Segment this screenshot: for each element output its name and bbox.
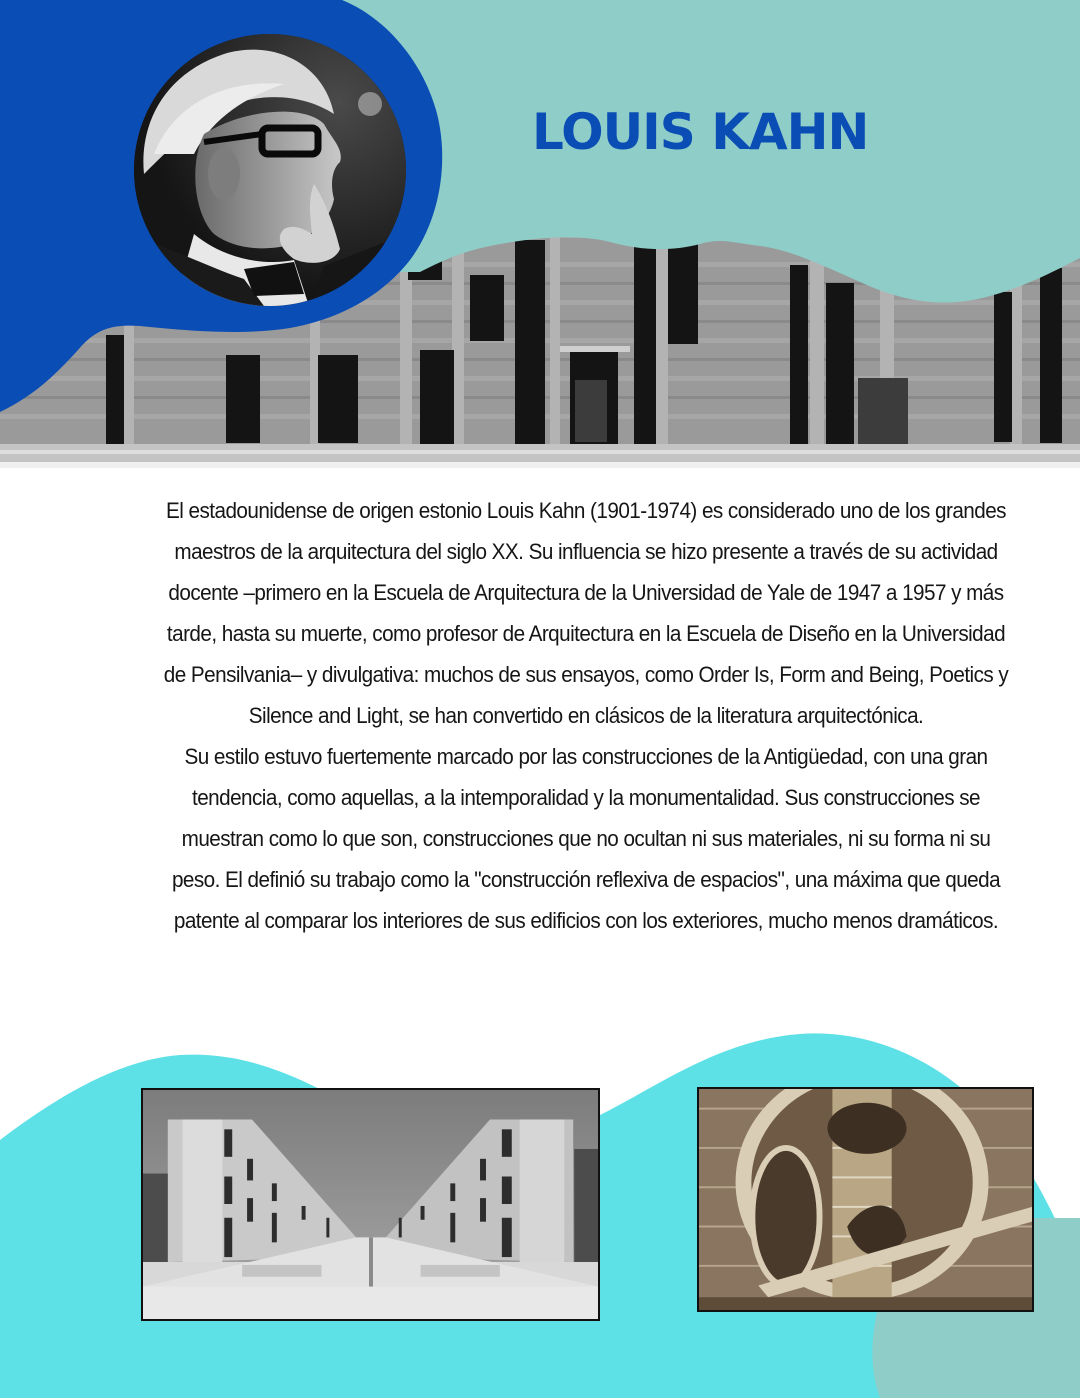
portrait-illustration [134, 34, 406, 306]
national-assembly-interior-photo [697, 1087, 1034, 1312]
portrait-photo [134, 34, 406, 306]
biography-paragraph-1: El estadounidense de origen estonio Louis Kahn (1901-1974) es considerado uno de los grandes maestros de la arquitectura del siglo XX. Su influencia se hizo presente a través de su actividad docente –primero en la Escuela de Arquitectura de la Universidad de Yale de 1947 a 1957 y más tarde, hasta su muerte, como profesor de Arquitectura en la Escuela de Diseño en la Universidad de Pensilvania– y divulgativa: muchos de sus ensayos, como Order Is, Form and Being, Poetics y Silence and Light, se han convertido en clásicos de la literatura arquitectónica. [163, 498, 1009, 728]
biography-text [155, 490, 1016, 941]
gallery-section [0, 1030, 1080, 1398]
salk-institute-photo [141, 1088, 600, 1321]
biography-paragraph-2: Su estilo estuvo fuertemente marcado por las construcciones de la Antigüedad, con una gran tendencia, como aquellas, a la intemporalidad y la monumentalidad. Sus construcciones se muestran como lo que son, construcciones que no ocultan ni sus materiales, ni su forma ni su peso. El definió su trabajo como la "construcción reflexiva de espacios", una máxima que queda patente al comparar los interiores de sus edificios con los exteriores, mucho menos dramáticos. [171, 744, 1001, 933]
header [0, 0, 1080, 468]
dhaka-illustration [699, 1089, 1032, 1310]
page-title: LOUIS KAHN [532, 103, 869, 161]
salk-illustration [143, 1090, 598, 1319]
